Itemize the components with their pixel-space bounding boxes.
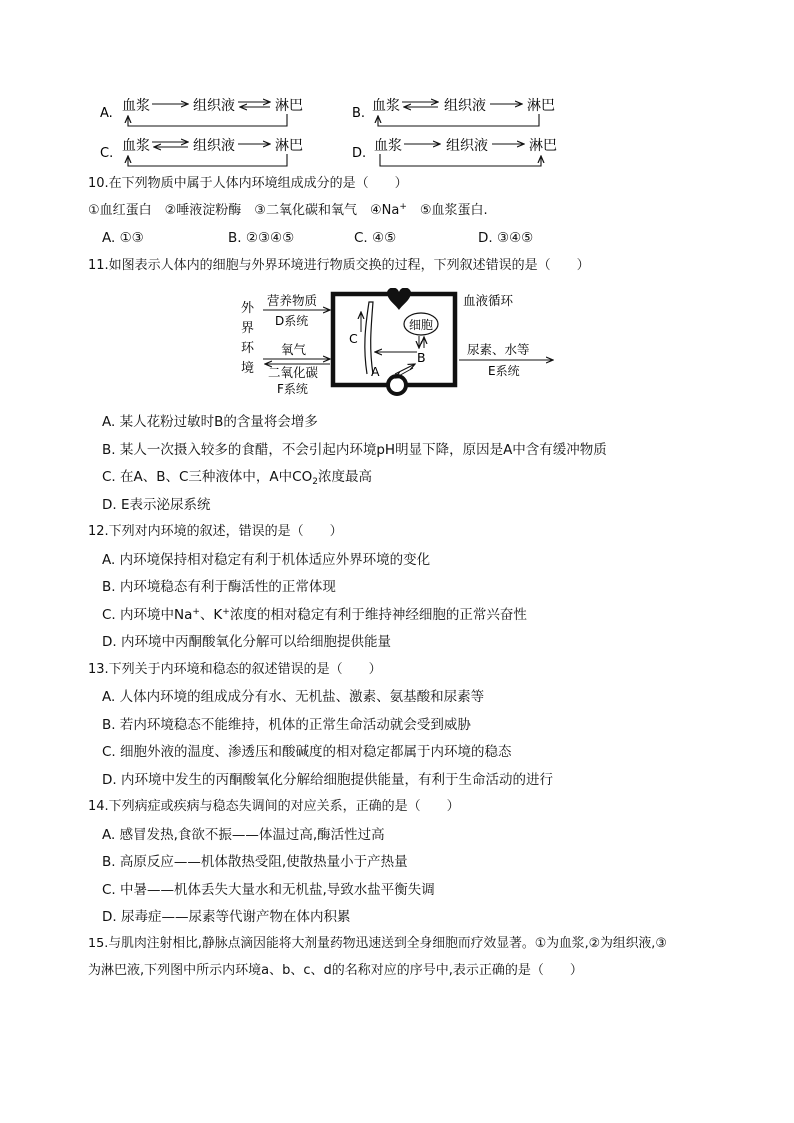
q12-option-c[interactable] xyxy=(102,606,527,626)
q11-nutrients-label: 营养物质 xyxy=(267,293,318,308)
svg-text:B.: B. xyxy=(352,106,366,121)
svg-text:组织液: 组织液 xyxy=(193,138,235,154)
q11-urea-water-label: 尿素、水等 xyxy=(467,342,530,357)
q11-co2-label: 二氧化碳 xyxy=(268,365,319,380)
q10-items xyxy=(88,202,488,221)
svg-text:组织液: 组织液 xyxy=(193,98,235,114)
q11-e-system-label: E系统 xyxy=(488,364,520,378)
q15-stem-line1: 15.与肌肉注射相比,静脉点滴因能将大剂量药物迅速送到全身细胞而疗效显著。①为血浆,②为组织液,③ xyxy=(88,936,667,951)
q11-external-0: 外 xyxy=(241,301,255,316)
q11-label-b: B xyxy=(417,350,426,365)
q13-stem: 13.下列关于内环境和稳态的叙述错误的是（ ） xyxy=(88,662,382,677)
svg-text:淋巴: 淋巴 xyxy=(529,138,557,154)
q13-option-a[interactable]: A. 人体内环境的组成成分有水、无机盐、激素、氨基酸和尿素等 xyxy=(102,689,485,705)
q11-option-c-pre: C. 在A、B、C三种液体中，A中CO xyxy=(102,469,313,485)
q11-blood-circulation-label: 血液循环 xyxy=(463,293,514,308)
svg-text:组织液: 组织液 xyxy=(444,98,486,114)
q11-label-a: A xyxy=(371,364,380,379)
q13-option-c[interactable]: C. 细胞外液的温度、渗透压和酸碱度的相对稳定都属于内环境的稳态 xyxy=(102,744,512,760)
q10-option-c[interactable]: C. ④⑤ xyxy=(354,230,397,246)
svg-text:淋巴: 淋巴 xyxy=(275,138,303,154)
q10-stem: 10.在下列物质中属于人体内环境组成成分的是（ ） xyxy=(88,176,408,191)
q12-option-a[interactable]: A. 内环境保持相对稳定有利于机体适应外界环境的变化 xyxy=(102,552,431,568)
svg-text:血浆: 血浆 xyxy=(372,98,400,114)
svg-text:A.: A. xyxy=(100,106,113,121)
q11-oxygen-label: 氧气 xyxy=(281,342,307,357)
q12-option-c-sup2: + xyxy=(222,607,230,617)
svg-text:血浆: 血浆 xyxy=(122,98,150,114)
q11-f-system-label: F系统 xyxy=(277,382,308,396)
q12-option-c-1: C. 内环境中Na xyxy=(102,607,193,623)
q11-option-c-post: 浓度最高 xyxy=(317,469,372,485)
q11-figure xyxy=(235,288,565,400)
q11-option-c-sub: 2 xyxy=(312,477,318,487)
svg-text:组织液: 组织液 xyxy=(446,138,488,154)
q11-option-a[interactable]: A. 某人花粉过敏时B的含量将会增多 xyxy=(102,414,318,430)
q11-external-1: 界 xyxy=(241,321,255,336)
q11-option-c[interactable] xyxy=(102,468,372,488)
q11-stem: 11.如图表示人体内的细胞与外界环境进行物质交换的过程，下列叙述错误的是（ ） xyxy=(88,258,590,273)
q10-items-pre: ①血红蛋白 ②唾液淀粉酶 ③二氧化碳和氧气 ④Na xyxy=(88,203,400,218)
svg-text:淋巴: 淋巴 xyxy=(527,98,555,114)
q10-items-post: ⑤血浆蛋白. xyxy=(406,203,488,218)
q11-option-d[interactable]: D. E表示泌尿系统 xyxy=(102,497,211,513)
svg-text:血浆: 血浆 xyxy=(122,138,150,154)
q11-external-3: 境 xyxy=(241,361,255,376)
q12-option-c-3: 浓度的相对稳定有利于维持神经细胞的正常兴奋性 xyxy=(229,607,527,623)
svg-text:淋巴: 淋巴 xyxy=(275,98,303,114)
svg-text:D.: D. xyxy=(352,146,367,161)
q14-option-d[interactable]: D. 尿毒症——尿素等代谢产物在体内积累 xyxy=(102,909,351,925)
q9-option-b[interactable] xyxy=(352,97,555,126)
q13-option-d[interactable]: D. 内环境中发生的丙酮酸氧化分解给细胞提供能量，有利于生命活动的进行 xyxy=(102,772,553,788)
q11-d-system-label: D系统 xyxy=(275,314,309,328)
q9-option-c[interactable] xyxy=(100,137,303,166)
q10-items-sup: + xyxy=(399,202,407,212)
q10-option-a[interactable]: A. ①③ xyxy=(102,230,144,246)
q10-option-b[interactable]: B. ②③④⑤ xyxy=(228,230,295,246)
svg-text:血浆: 血浆 xyxy=(374,138,402,154)
q12-stem: 12.下列对内环境的叙述，错误的是（ ） xyxy=(88,524,343,539)
q12-option-c-sup1: + xyxy=(192,607,200,617)
q15-stem-line2: 为淋巴液,下列图中所示内环境a、b、c、d的名称对应的序号中,表示正确的是（ ） xyxy=(88,963,583,978)
q11-label-c: C xyxy=(349,331,358,346)
q14-stem: 14.下列病症或疾病与稳态失调间的对应关系，正确的是（ ） xyxy=(88,799,460,814)
q11-external-2: 环 xyxy=(241,341,255,356)
q12-option-b[interactable]: B. 内环境稳态有利于酶活性的正常体现 xyxy=(102,579,336,595)
q12-option-d[interactable]: D. 内环境中丙酮酸氧化分解可以给细胞提供能量 xyxy=(102,634,391,650)
q14-option-a[interactable]: A. 感冒发热,食欲不振——体温过高,酶活性过高 xyxy=(102,827,385,843)
q9-option-d[interactable] xyxy=(352,137,557,166)
q11-cell-label: 细胞 xyxy=(409,318,434,332)
q12-option-c-2: 、K xyxy=(199,607,223,623)
q13-option-b[interactable]: B. 若内环境稳态不能维持，机体的正常生命活动就会受到威胁 xyxy=(102,717,471,733)
q14-option-c[interactable]: C. 中暑——机体丢失大量水和无机盐,导致水盐平衡失调 xyxy=(102,882,435,898)
q11-option-b[interactable]: B. 某人一次摄入较多的食醋，不会引起内环境pH明显下降，原因是A中含有缓冲物质 xyxy=(102,442,607,458)
svg-text:C.: C. xyxy=(100,146,114,161)
q9-option-a[interactable] xyxy=(100,97,303,126)
q10-option-d[interactable]: D. ③④⑤ xyxy=(478,230,534,246)
q14-option-b[interactable]: B. 高原反应——机体散热受阻,使散热量小于产热量 xyxy=(102,854,408,870)
